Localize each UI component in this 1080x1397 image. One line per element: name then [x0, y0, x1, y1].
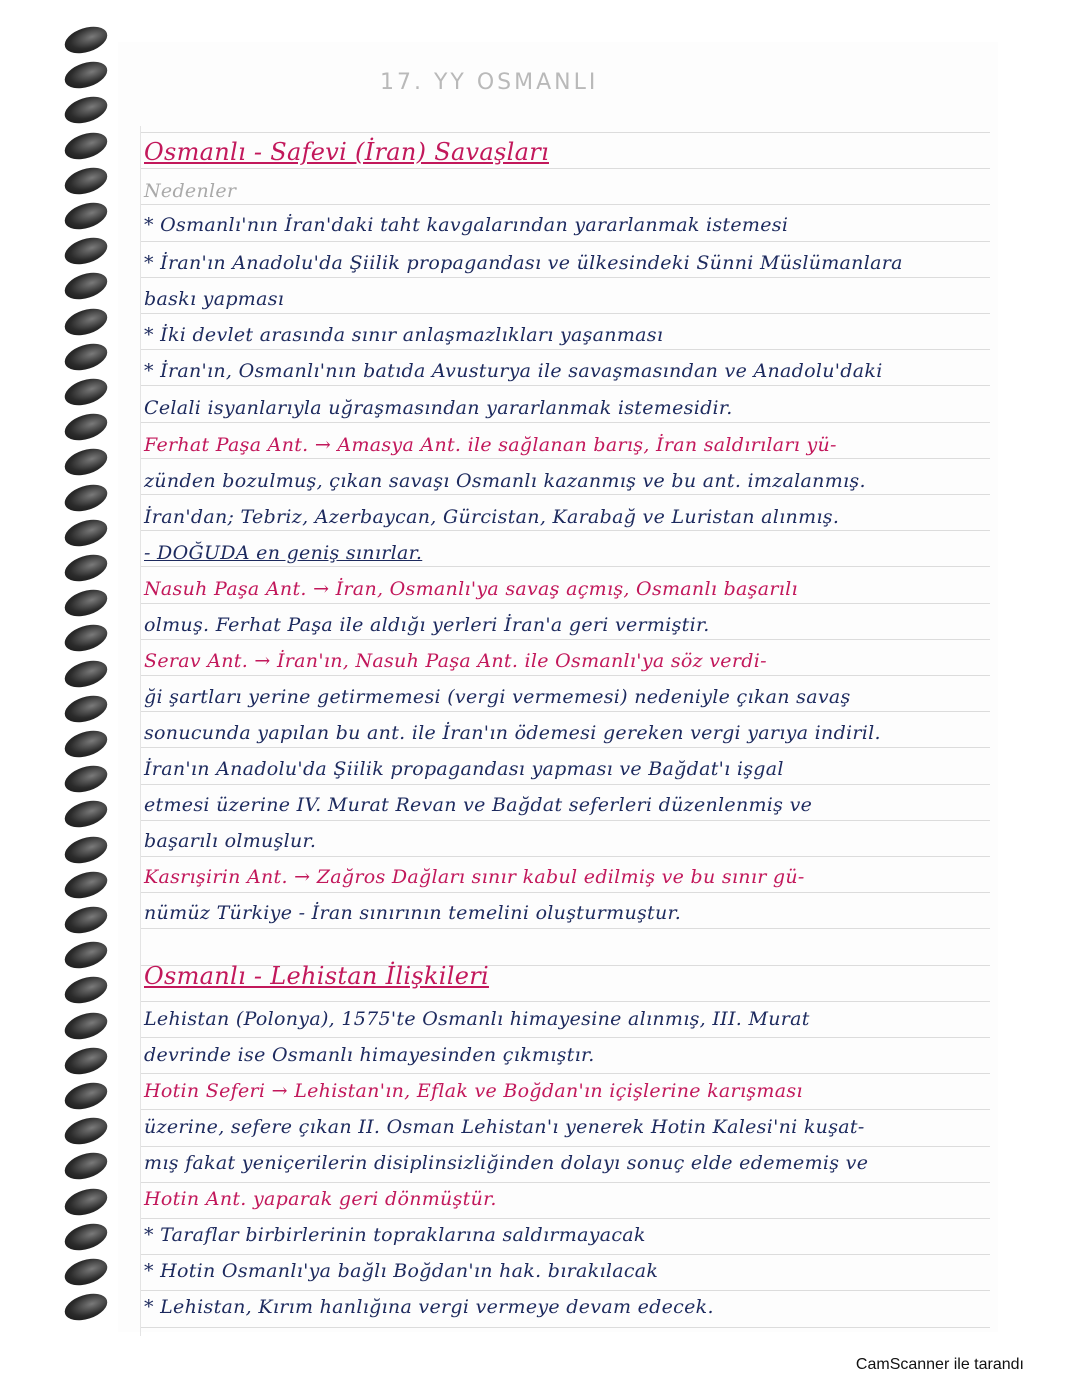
ruled-line [140, 241, 990, 242]
spiral-ring [61, 831, 110, 867]
ruled-line [140, 530, 990, 531]
ruled-line [140, 820, 990, 821]
note-line: * İran'ın, Osmanlı'nın batıda Avusturya ile savaşmasından ve Anadolu'daki [144, 360, 883, 382]
spiral-ring [61, 585, 110, 621]
ruled-line [140, 675, 990, 676]
ruled-line [140, 1254, 990, 1255]
spiral-ring [61, 444, 110, 480]
ruled-line [140, 277, 990, 278]
ruled-line [140, 892, 990, 893]
note-line: etmesi üzerine IV. Murat Revan ve Bağdat seferleri düzenlenmiş ve [144, 794, 813, 816]
spiral-ring [61, 1113, 110, 1149]
note-line: * Osmanlı'nın İran'daki taht kavgalarından yararlanmak istemesi [144, 214, 789, 236]
note-line-hotin-ant: Hotin Ant. yaparak geri dönmüştür. [144, 1188, 497, 1210]
ruled-line [140, 747, 990, 748]
note-line-hotin-seferi: Hotin Seferi → Lehistan'ın, Eflak ve Boğdan'ın içişlerine karışması [144, 1080, 803, 1102]
spiral-binding [64, 28, 112, 1348]
spiral-ring [61, 972, 110, 1008]
ruled-line [140, 1218, 990, 1219]
spiral-ring [61, 1148, 110, 1184]
spiral-ring [61, 620, 110, 656]
ruled-line [140, 1073, 990, 1074]
note-line: devrinde ise Osmanlı himayesinden çıkmıştır. [144, 1044, 595, 1066]
ruled-line [140, 784, 990, 785]
scanner-watermark: CamScanner ile tarandı [855, 1356, 1024, 1373]
ruled-line [140, 313, 990, 314]
note-line: * İran'ın Anadolu'da Şiilik propagandası ve ülkesindeki Sünni Müslümanlara [144, 252, 903, 274]
ruled-line [140, 494, 990, 495]
note-line: * Hotin Osmanlı'ya bağlı Boğdan'ın hak. bırakılacak [144, 1260, 659, 1282]
spiral-ring [61, 198, 110, 234]
note-line: * Taraflar birbirlerinin topraklarına saldırmayacak [144, 1224, 646, 1246]
margin-line [140, 126, 141, 1336]
spiral-ring [61, 550, 110, 586]
spiral-ring [61, 1219, 110, 1255]
spiral-ring [61, 902, 110, 938]
spiral-ring [61, 1078, 110, 1114]
ruled-line [140, 856, 990, 857]
ruled-line [140, 711, 990, 712]
ruled-line [140, 603, 990, 604]
note-line: - DOĞUDA en geniş sınırlar. [144, 542, 423, 564]
spiral-ring [61, 233, 110, 269]
spiral-ring [61, 1007, 110, 1043]
note-line: * Lehistan, Kırım hanlığına vergi vermeye devam edecek. [144, 1296, 714, 1318]
ruled-line [140, 422, 990, 423]
note-line: * İki devlet arasında sınır anlaşmazlıkları yaşanması [144, 324, 664, 346]
section-subtitle-nedenler: Nedenler [144, 180, 237, 202]
spiral-ring [61, 655, 110, 691]
note-line: zünden bozulmuş, çıkan savaşı Osmanlı kazanmış ve bu ant. imzalanmış. [144, 470, 866, 492]
spiral-ring [61, 127, 110, 163]
ruled-line [140, 1146, 990, 1147]
spiral-ring [61, 1183, 110, 1219]
note-line: İran'ın Anadolu'da Şiilik propagandası yapması ve Bağdat'ı işgal [144, 758, 784, 780]
spiral-ring [61, 691, 110, 727]
spiral-ring [61, 867, 110, 903]
note-line-kasrisirin: Kasrışirin Ant. → Zağros Dağları sınır kabul edilmiş ve bu sınır gü- [144, 866, 805, 888]
ruled-line [140, 458, 990, 459]
page-header: 17. YY OSMANLI [380, 70, 599, 95]
note-line: olmuş. Ferhat Paşa ile aldığı yerleri İran'a geri vermiştir. [144, 614, 710, 636]
note-line-ferhat-pasa: Ferhat Paşa Ant. → Amasya Ant. ile sağlanan barış, İran saldırıları yü- [144, 434, 837, 456]
ruled-line [140, 1182, 990, 1183]
ruled-line [140, 1327, 990, 1328]
spiral-ring [61, 479, 110, 515]
note-line: ği şartları yerine getirmemesi (vergi vermemesi) nedeniyle çıkan savaş [144, 686, 851, 708]
ruled-line [140, 566, 990, 567]
spiral-ring [61, 515, 110, 551]
note-line: Lehistan (Polonya), 1575'te Osmanlı himayesine alınmış, III. Murat [144, 1008, 810, 1030]
note-line: mış fakat yeniçerilerin disiplinsizliğinden dolayı sonuç elde edememiş ve [144, 1152, 869, 1174]
spiral-ring [61, 339, 110, 375]
spiral-ring [61, 374, 110, 410]
ruled-line [140, 132, 990, 133]
spiral-ring [61, 761, 110, 797]
spiral-ring [61, 268, 110, 304]
note-line: İran'dan; Tebriz, Azerbaycan, Gürcistan, Karabağ ve Luristan alınmış. [144, 506, 840, 528]
spiral-ring [61, 409, 110, 445]
spiral-ring [61, 22, 110, 58]
spiral-ring [61, 1254, 110, 1290]
ruled-line [140, 1001, 990, 1002]
spiral-ring [61, 1289, 110, 1325]
ruled-line [140, 385, 990, 386]
ruled-line [140, 349, 990, 350]
ruled-line [140, 928, 990, 929]
note-line: üzerine, sefere çıkan II. Osman Lehistan'ı yenerek Hotin Kalesi'ni kuşat- [144, 1116, 865, 1138]
spiral-ring [61, 92, 110, 128]
spiral-ring [61, 1043, 110, 1079]
spiral-ring [61, 57, 110, 93]
ruled-line [140, 1037, 990, 1038]
note-line: sonucunda yapılan bu ant. ile İran'ın ödemesi gereken vergi yarıya indiril. [144, 722, 881, 744]
note-line: Celali isyanlarıyla uğraşmasından yararlanmak istemesidir. [144, 397, 733, 419]
note-line-serav: Serav Ant. → İran'ın, Nasuh Paşa Ant. ile Osmanlı'ya söz verdi- [144, 650, 767, 672]
ruled-line [140, 168, 990, 169]
spiral-ring [61, 796, 110, 832]
note-line-nasuh-pasa: Nasuh Paşa Ant. → İran, Osmanlı'ya savaş açmış, Osmanlı başarılı [144, 578, 798, 600]
spiral-ring [61, 937, 110, 973]
note-line: baskı yapması [144, 288, 285, 310]
note-line: başarılı olmuşlur. [144, 830, 317, 852]
note-line: nümüz Türkiye - İran sınırının temelini oluşturmuştur. [144, 902, 682, 924]
spiral-ring [61, 303, 110, 339]
ruled-line [140, 1109, 990, 1110]
ruled-line [140, 1290, 990, 1291]
ruled-line [140, 639, 990, 640]
spiral-ring [61, 163, 110, 199]
spiral-ring [61, 726, 110, 762]
section-title-lehistan: Osmanlı - Lehistan İlişkileri [144, 962, 489, 990]
ruled-line [140, 204, 990, 205]
section-title-safevi: Osmanlı - Safevi (İran) Savaşları [144, 138, 549, 166]
